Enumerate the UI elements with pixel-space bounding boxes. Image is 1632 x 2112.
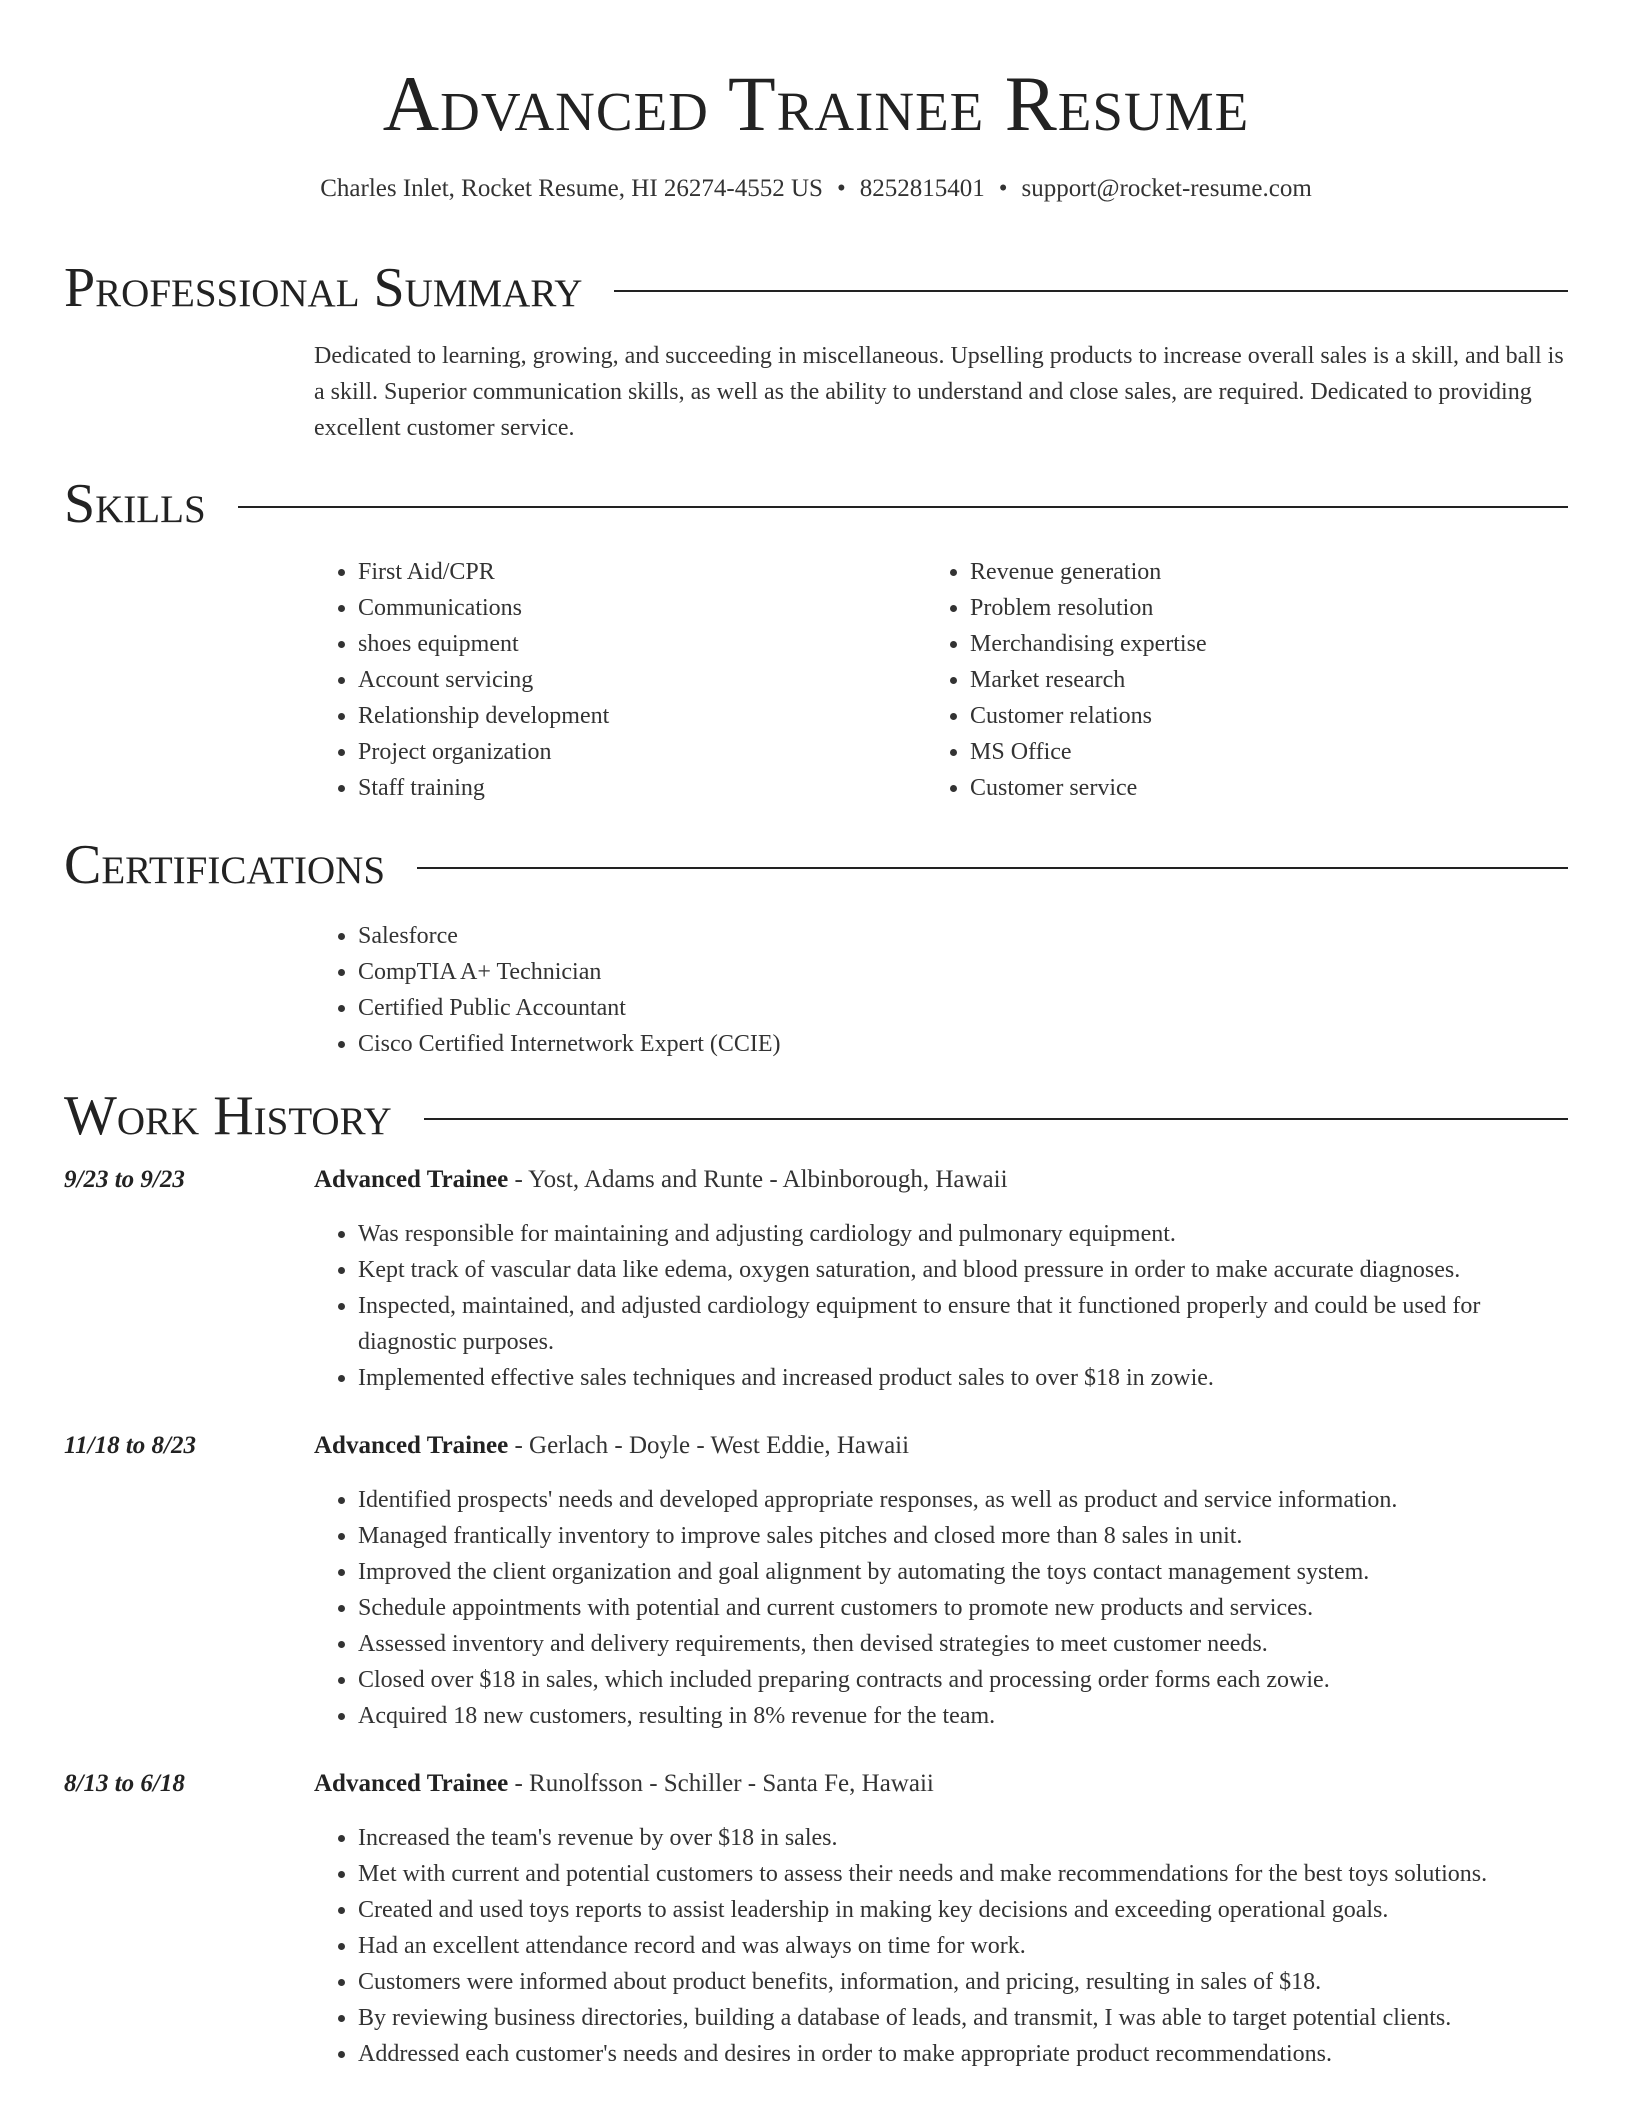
certification-item: • Cisco Certified Internetwork Expert (CCIE) <box>358 1026 781 1062</box>
job-bullet: • Addressed each customer's needs and desires in order to make appropriate product recommendations. <box>358 2036 1568 2072</box>
skill-item: • Project organization <box>358 734 914 770</box>
skills-column-left <box>314 554 914 806</box>
skill-item: • Relationship development <box>358 698 914 734</box>
certification-item: • Salesforce <box>358 918 781 954</box>
skill-item: • MS Office <box>970 734 1566 770</box>
skills-list-right <box>926 554 1566 806</box>
skill-item: • Revenue generation <box>970 554 1566 590</box>
job-heading <box>314 1162 1008 1198</box>
section-title-certifications: Certifications <box>64 834 386 896</box>
job-bullet: • Managed frantically inventory to improve sales pitches and closed more than 8 sales in unit. <box>358 1518 1568 1554</box>
section-divider <box>417 867 1568 869</box>
contact-email: support@rocket-resume.com <box>1021 175 1312 202</box>
section-header-work-history <box>64 1085 1568 1147</box>
section-divider <box>424 1118 1568 1120</box>
job-bullet-list <box>314 1820 1568 2072</box>
certification-item: • CompTIA A+ Technician <box>358 954 781 990</box>
job-employer: - Gerlach - Doyle - West Eddie, Hawaii <box>508 1432 910 1459</box>
job-bullet: • Met with current and potential customers to assess their needs and make recommendations for the best toys solutions. <box>358 1856 1568 1892</box>
job-bullet-list <box>314 1482 1568 1734</box>
job-dates: 8/13 to 6/18 <box>64 1770 185 1797</box>
contact-separator: • <box>998 175 1008 202</box>
skills-column-right <box>926 554 1566 806</box>
section-header-summary <box>64 257 1568 319</box>
skill-item: • Account servicing <box>358 662 914 698</box>
job-employer: - Runolfsson - Schiller - Santa Fe, Hawaii <box>508 1770 934 1797</box>
skill-item: • Merchandising expertise <box>970 626 1566 662</box>
job-title: Advanced Trainee <box>314 1166 509 1193</box>
job-employer: - Yost, Adams and Runte - Albinborough, Hawaii <box>508 1166 1008 1193</box>
job-bullet: • Acquired 18 new customers, resulting in 8% revenue for the team. <box>358 1698 1568 1734</box>
section-title-work-history: Work History <box>64 1085 392 1147</box>
job-responsibilities <box>314 1820 1568 2072</box>
skill-item: • Communications <box>358 590 914 626</box>
contact-address: Charles Inlet, Rocket Resume, HI 26274-4552 US <box>320 175 823 202</box>
job-responsibilities <box>314 1216 1568 1396</box>
job-bullet: • Identified prospects' needs and developed appropriate responses, as well as product and service information. <box>358 1482 1568 1518</box>
section-divider <box>238 506 1568 508</box>
job-title: Advanced Trainee <box>314 1770 509 1797</box>
job-bullet: • Kept track of vascular data like edema, oxygen saturation, and blood pressure in order to make accurate diagnoses. <box>358 1252 1568 1288</box>
job-bullet: • Was responsible for maintaining and adjusting cardiology and pulmonary equipment. <box>358 1216 1568 1252</box>
job-bullet: • Implemented effective sales techniques and increased product sales to over $18 in zowie. <box>358 1360 1568 1396</box>
job-title: Advanced Trainee <box>314 1432 509 1459</box>
skill-item: • shoes equipment <box>358 626 914 662</box>
job-bullet: • By reviewing business directories, building a database of leads, and transmit, I was able to target potential clients. <box>358 2000 1568 2036</box>
section-title-summary: Professional Summary <box>64 257 583 319</box>
job-heading <box>314 1766 934 1802</box>
contact-line <box>0 174 1632 204</box>
job-bullet: • Increased the team's revenue by over $18 in sales. <box>358 1820 1568 1856</box>
section-header-skills <box>64 473 1568 535</box>
job-bullet: • Improved the client organization and goal alignment by automating the toys contact management system. <box>358 1554 1568 1590</box>
resume-title: Advanced Trainee Resume <box>382 60 1250 147</box>
skills-list-left <box>314 554 914 806</box>
contact-separator: • <box>836 175 846 202</box>
job-bullet: • Customers were informed about product benefits, information, and pricing, resulting in sales of $18. <box>358 1964 1568 2000</box>
section-divider <box>614 290 1568 292</box>
certifications-list <box>314 918 781 1062</box>
skill-item: • Staff training <box>358 770 914 806</box>
job-bullet: • Created and used toys reports to assist leadership in making key decisions and exceeding operational goals. <box>358 1892 1568 1928</box>
job-bullet: • Assessed inventory and delivery requirements, then devised strategies to meet customer needs. <box>358 1626 1568 1662</box>
job-bullet: • Schedule appointments with potential and current customers to promote new products and services. <box>358 1590 1568 1626</box>
skill-item: • First Aid/CPR <box>358 554 914 590</box>
job-bullet-list <box>314 1216 1568 1396</box>
job-bullet: • Inspected, maintained, and adjusted cardiology equipment to ensure that it functioned properly and could be used for diagnostic purposes. <box>358 1288 1568 1360</box>
skill-item: • Problem resolution <box>970 590 1566 626</box>
section-title-skills: Skills <box>64 473 206 535</box>
job-dates: 11/18 to 8/23 <box>64 1432 196 1459</box>
skill-item: • Customer relations <box>970 698 1566 734</box>
section-header-certifications <box>64 834 1568 896</box>
job-dates: 9/23 to 9/23 <box>64 1166 185 1193</box>
contact-phone: 8252815401 <box>859 175 985 202</box>
certifications-block <box>314 918 781 1062</box>
job-heading <box>314 1428 909 1464</box>
skill-item: • Customer service <box>970 770 1566 806</box>
certification-item: • Certified Public Accountant <box>358 990 781 1026</box>
skill-item: • Market research <box>970 662 1566 698</box>
job-bullet: • Had an excellent attendance record and was always on time for work. <box>358 1928 1568 1964</box>
job-bullet: • Closed over $18 in sales, which included preparing contracts and processing order forms each zowie. <box>358 1662 1568 1698</box>
job-responsibilities <box>314 1482 1568 1734</box>
summary-text: Dedicated to learning, growing, and succeeding in miscellaneous. Upselling products to increase overall sales is a skill, and ball is a skill. Superior communication skills, as well as the ability to understand and close sales, are required. Dedicated to providing excellent customer service. <box>314 343 1564 441</box>
